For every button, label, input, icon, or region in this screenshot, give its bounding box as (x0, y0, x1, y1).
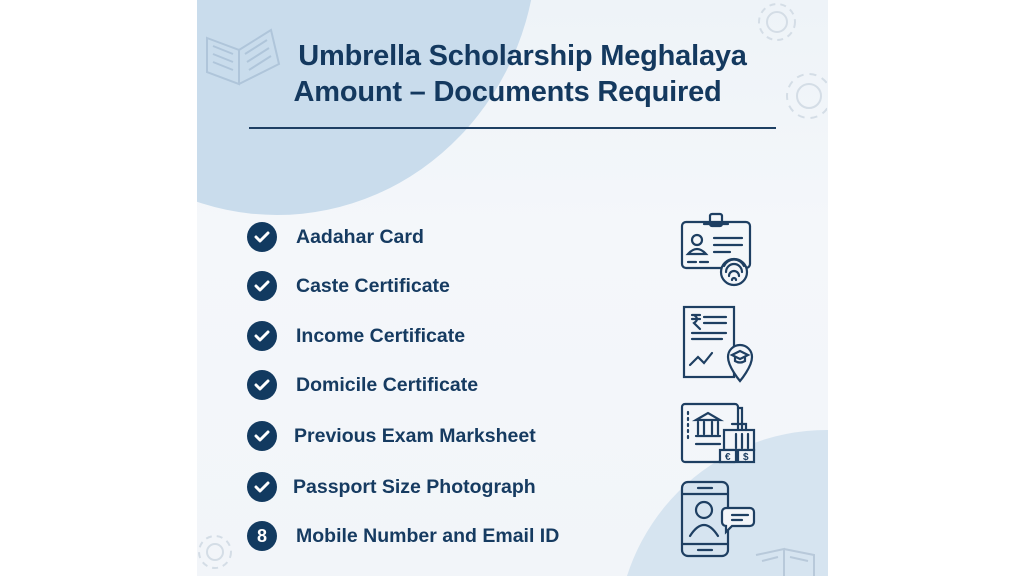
list-item-label: Mobile Number and Email ID (296, 524, 560, 547)
open-book-icon (752, 545, 822, 576)
svg-text:€: € (725, 452, 731, 463)
gear-icon (197, 528, 237, 576)
list-item-label: Domicile Certificate (296, 373, 479, 396)
check-icon (247, 271, 277, 301)
check-icon (247, 370, 277, 400)
list-item (247, 320, 465, 352)
title-line-2: Amount – Documents Required (293, 76, 722, 108)
bank-document-currency-icon (680, 400, 760, 466)
check-icon (247, 321, 277, 351)
mobile-user-chat-icon (680, 478, 760, 560)
list-item (247, 221, 424, 253)
list-item (247, 420, 536, 452)
list-item (247, 369, 478, 401)
list-item-label: Previous Exam Marksheet (294, 424, 536, 447)
check-icon (247, 222, 277, 252)
svg-text:$: $ (743, 452, 749, 463)
list-item-label: Caste Certificate (296, 274, 450, 297)
list-item-label: Income Certificate (296, 324, 466, 347)
infographic-card (197, 0, 828, 576)
list-item (247, 471, 536, 503)
list-item-label: Aadahar Card (296, 225, 424, 248)
check-icon (247, 472, 277, 502)
title-line-1: Umbrella Scholarship Meghalaya (298, 40, 747, 72)
list-item-label: Passport Size Photograph (293, 475, 536, 498)
title-divider (249, 127, 776, 129)
check-icon (247, 421, 277, 451)
id-card-fingerprint-icon (680, 210, 756, 290)
list-item (247, 270, 450, 302)
number-badge: 8 (247, 521, 277, 551)
rupee-certificate-graduation-icon (680, 305, 758, 385)
list-item (247, 520, 559, 552)
page-title (197, 38, 828, 110)
